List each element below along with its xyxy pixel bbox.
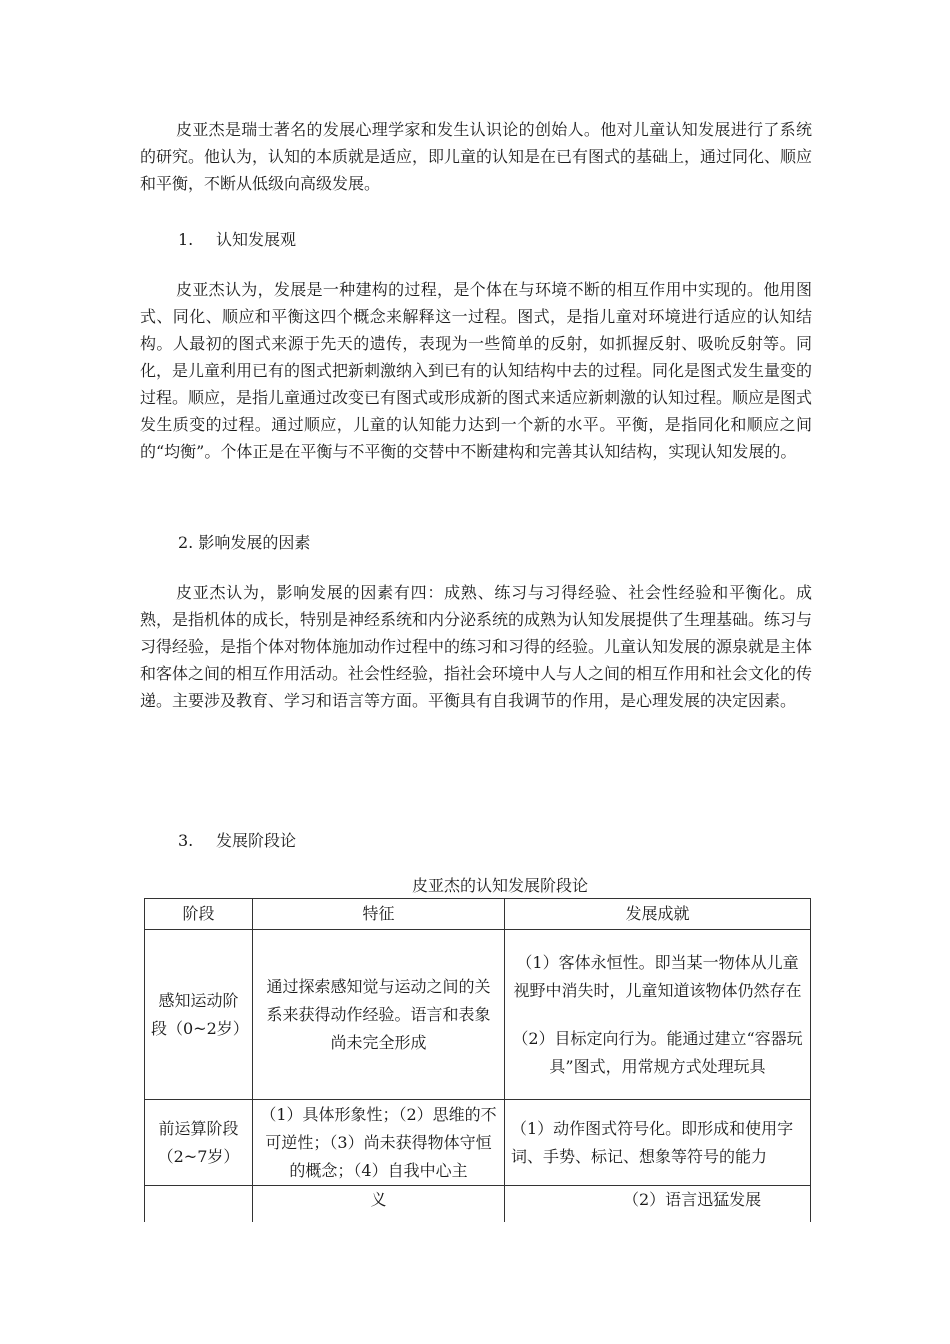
header-achievement: 发展成就 — [505, 899, 811, 930]
cognitive-development-paragraph: 皮亚杰认为，发展是一种建构的过程，是个体在与环境不断的相互作用中实现的。他用图式、同化、顺应和平衡这四个概念来解释这一过程。图式，是指儿童对环境进行适应的认知结构。人最初的图式来源于先天的遗传，表现为一些简单的反射，如抓握反射、吸吮反射等。同化，是儿童利用已有的图式把新刺激纳入到已有的认知结构中去的过程。同化是图式发生量变的过程。顺应，是指儿童通过改变已有图式或形成新的图式来适应新刺激的认知过程。顺应是图式发生质变的过程。通过顺应，儿童的认知能力达到一个新的水平。平衡，是指同化和顺应之间的“均衡”。个体正是在平衡与不平衡的交替中不断建构和完善其认知结构，实现认知发展的。 — [140, 280, 813, 461]
table-header-row — [145, 899, 811, 930]
feature-cell: （1）具体形象性；（2）思维的不可逆性；（3）尚未获得物体守恒的概念；（4）自我中心主 — [253, 1100, 505, 1186]
achievement-item: （2）目标定向行为。能通过建立“容器玩具”图式，用常规方式处理玩具 — [512, 1028, 803, 1076]
table-row — [145, 930, 811, 1100]
achievement-cell — [505, 930, 811, 1100]
header-feature: 特征 — [253, 899, 505, 930]
stage-cell: 感知运动阶段（0~2岁） — [145, 930, 253, 1100]
achievement-cell: （2）语言迅猛发展 — [505, 1186, 811, 1222]
section-title: 发展阶段论 — [216, 831, 297, 850]
section-number: 1. — [178, 230, 194, 249]
section-heading-1 — [178, 229, 296, 251]
factors-paragraph: 皮亚杰认为，影响发展的因素有四：成熟、练习与习得经验、社会性经验和平衡化。成熟，是指机体的成长，特别是神经系统和内分泌系统的成熟为认知发展提供了生理基础。练习与习得经验，是指个体对物体施加动作过程中的练习和习得的经验。儿童认知发展的源泉就是主体和客体之间的相互作用活动。社会性经验，指社会环境中人与人之间的相互作用和社会文化的传递。主要涉及教育、学习和语言等方面。平衡具有自我调节的作用，是心理发展的决定因素。 — [140, 583, 813, 710]
table-row — [145, 1100, 811, 1186]
achievement-cell: （1）动作图式符号化。即形成和使用字词、手势、标记、想象等符号的能力 — [505, 1100, 811, 1186]
table-row — [145, 1186, 811, 1222]
section-heading-3 — [178, 830, 296, 852]
table-caption: 皮亚杰的认知发展阶段论 — [411, 876, 588, 895]
section-number: 3. — [178, 831, 194, 850]
stage-cell — [145, 1186, 253, 1222]
section-title: 认知发展观 — [216, 230, 297, 249]
feature-cell: 义 — [253, 1186, 505, 1222]
intro-paragraph: 皮亚杰是瑞士著名的发展心理学家和发生认识论的创始人。他对儿童认知发展进行了系统的研究。他认为，认知的本质就是适应，即儿童的认知是在已有图式的基础上，通过同化、顺应和平衡，不断从低级向高级发展。 — [140, 120, 813, 193]
stage-cell: 前运算阶段（2~7岁） — [145, 1100, 253, 1186]
stages-table — [144, 898, 811, 1222]
feature-cell: 通过探索感知觉与运动之间的关系来获得动作经验。语言和表象尚未完全形成 — [253, 930, 505, 1100]
section-heading-2: 2. 影响发展的因素 — [178, 533, 311, 552]
header-stage: 阶段 — [145, 899, 253, 930]
achievement-item: （1）客体永恒性。即当某一物体从儿童视野中消失时，儿童知道该物体仍然存在 — [513, 952, 802, 1000]
